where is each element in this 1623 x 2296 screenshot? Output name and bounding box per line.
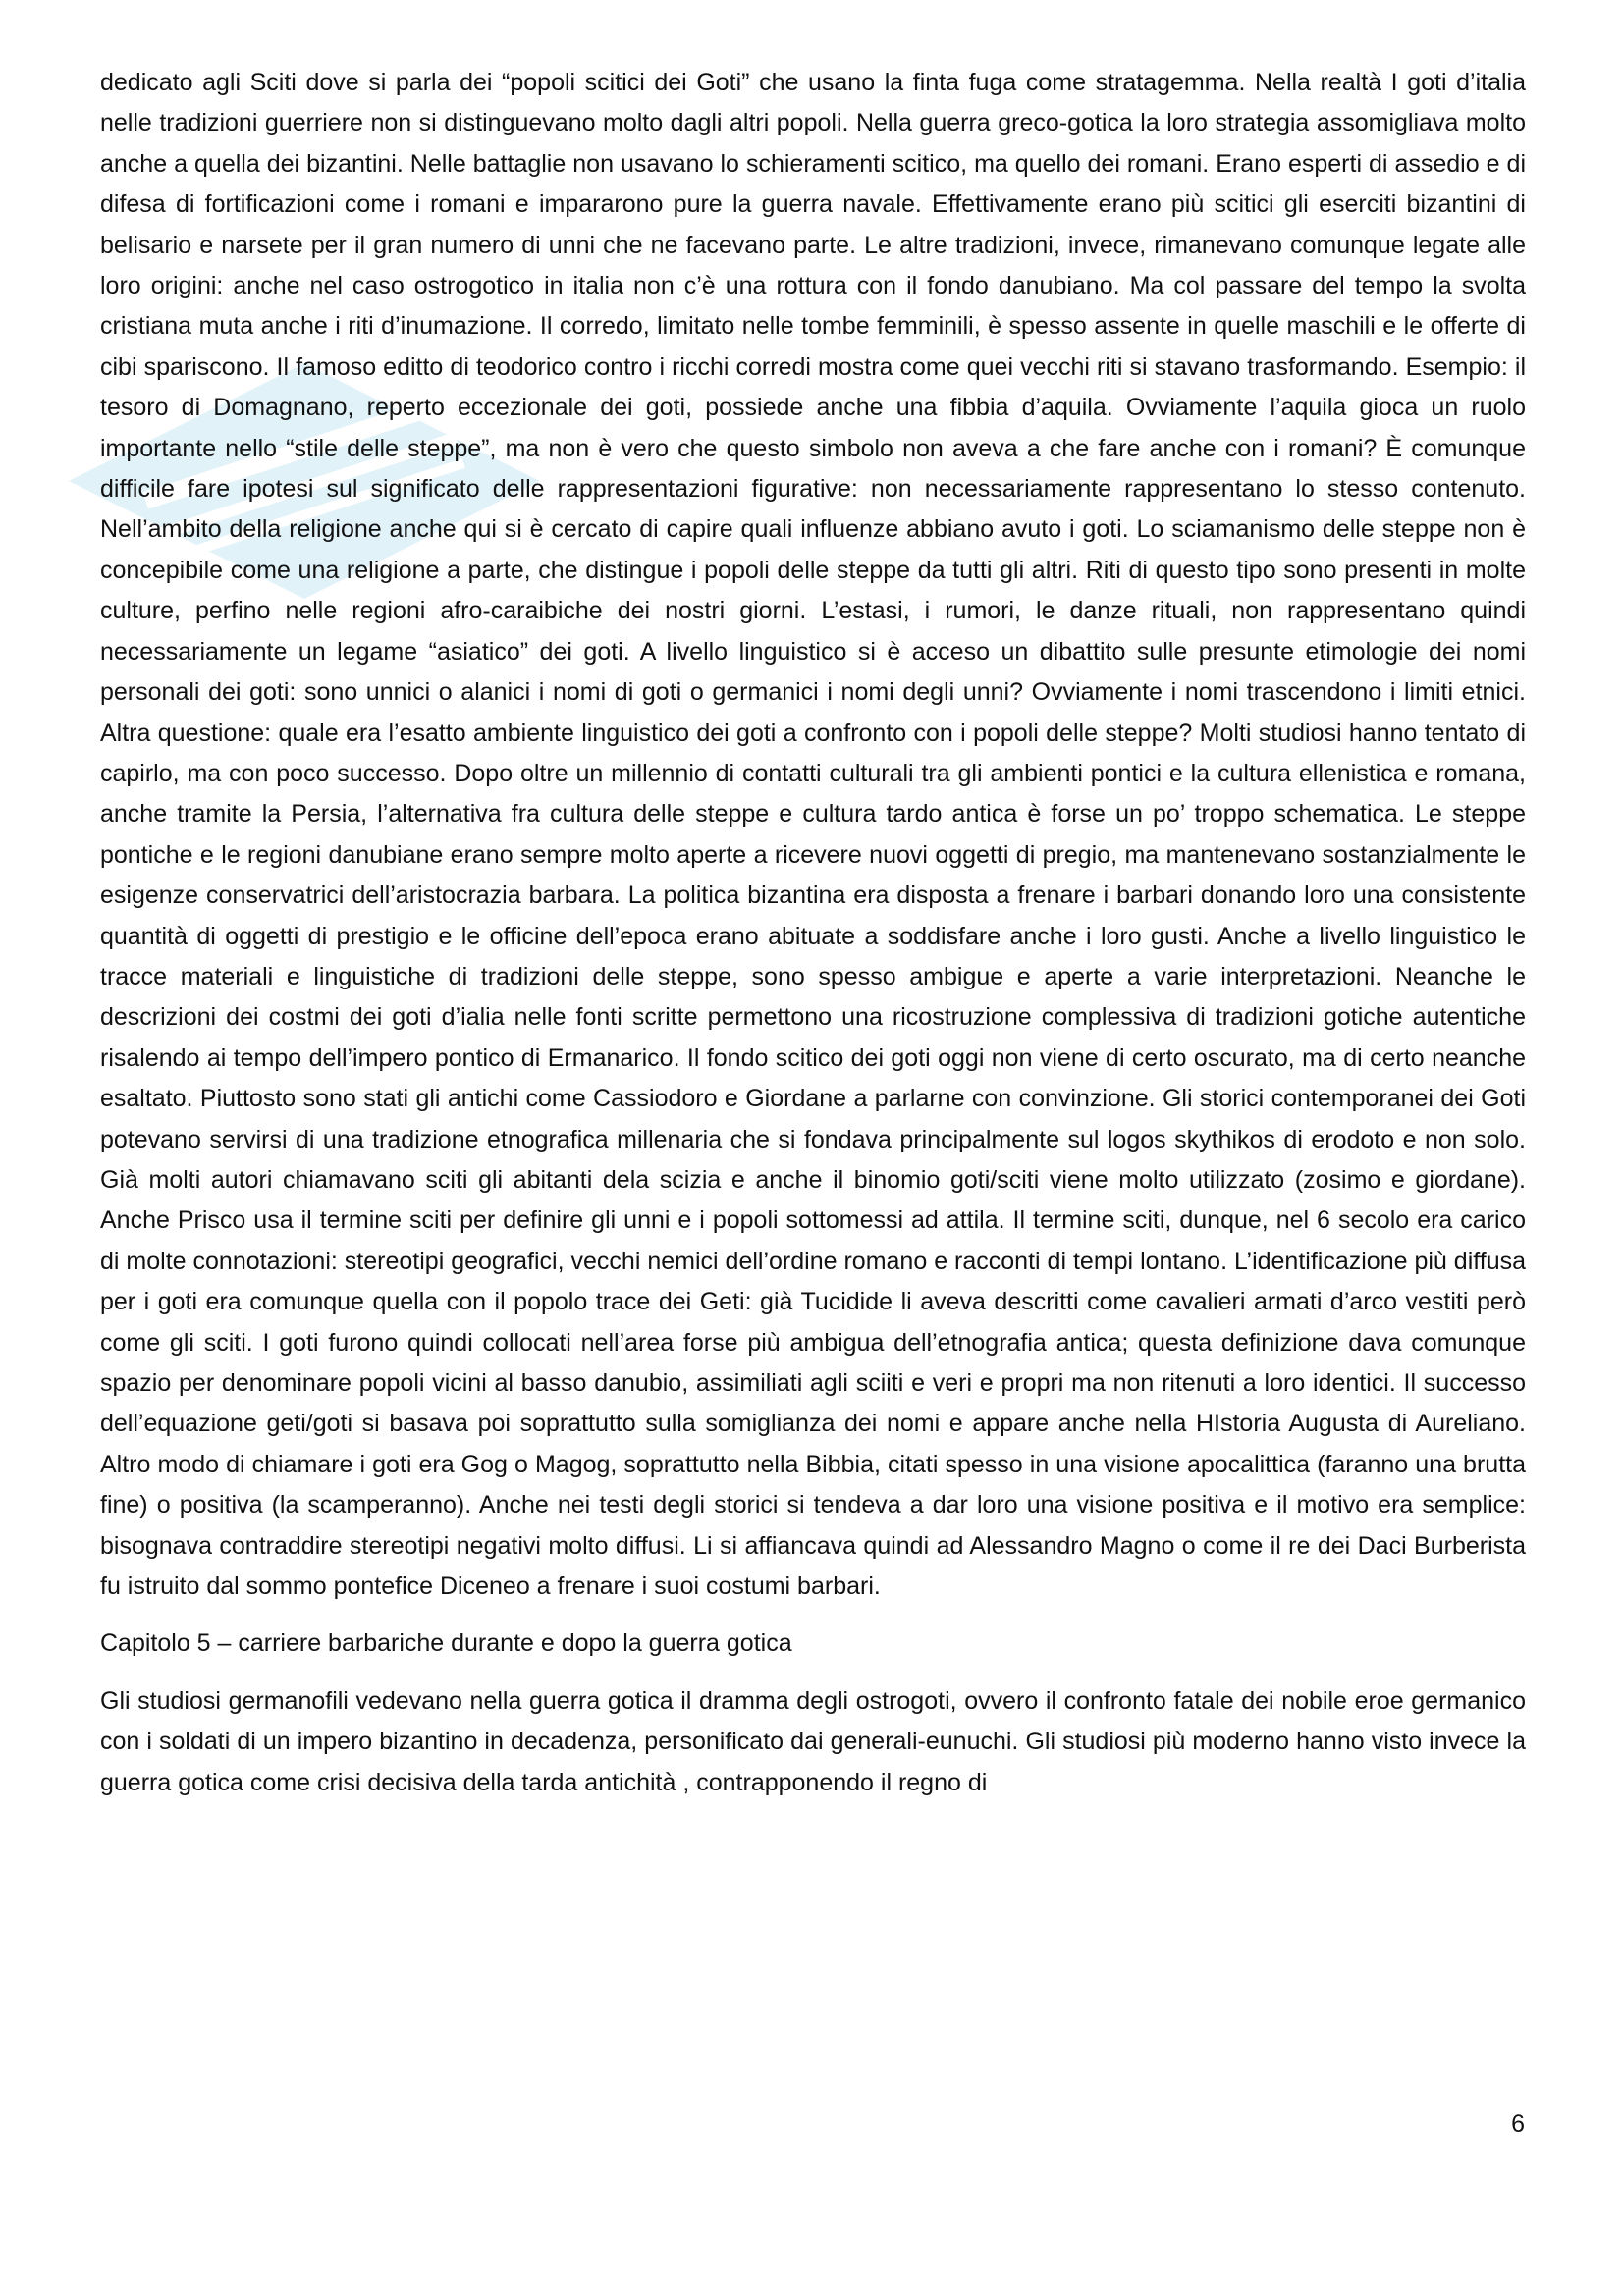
page-number: 6 [1511,2110,1525,2138]
chapter-heading: Capitolo 5 – carriere barbariche durante e dopo la guerra gotica [100,1629,792,1658]
chapter-paragraph: Gli studiosi germanofili vedevano nella guerra gotica il dramma degli ostrogoti, ovvero il confronto fatale dei nobile eroe germanico con i soldati di un impero bizantino in decadenza, personificato dai generali-eunuchi. Gli studiosi più moderno hanno visto invece la guerra gotica come crisi decisiva della tarda antichità , contrapponendo il regno di [100,1686,1526,1796]
document-body [100,63,1526,1803]
body-paragraph: dedicato agli Sciti dove si parla dei “popoli scitici dei Goti” che usano la finta fuga come stratagemma. Nella realtà I goti d’italia nelle tradizioni guerriere non si distinguevano molto dagli altri popoli. Nella guerra greco-gotica la loro strategia assomigliava molto anche a quella dei bizantini. Nelle battaglie non usavano lo schieramenti scitico, ma quello dei romani. Erano esperti di assedio e di difesa di fortificazioni come i romani e impararono pure la guerra navale. Effettivamente erano più scitici gli eserciti bizantini di belisario e narsete per il gran numero di unni che ne facevano parte. Le altre tradizioni, invece, rimanevano comunque legate alle loro origini: anche nel caso ostrogotico in italia non c’è una rottura con il fondo danubiano. Ma col passare del tempo la svolta cristiana muta anche i riti d’inumazione. Il corredo, limitato nelle tombe femminili, è spesso assente in quelle maschili e le offerte di cibi spariscono. Il famoso editto di teodorico contro i ricchi corredi mostra come quei vecchi riti si stavano trasformando. Esempio: il tesoro di Domagnano, reperto eccezionale dei goti, possiede anche una fibbia d’aquila. Ovviamente l’aquila gioca un ruolo importante nello “stile delle steppe”, ma non è vero che questo simbolo non aveva a che fare anche con i romani? È comunque difficile fare ipotesi sul significato delle rappresentazioni figurative: non necessariamente rappresentano lo stesso contenuto. Nell’ambito della religione anche qui si è cercato di capire quali influenze abbiano avuto i goti. Lo sciamanismo delle steppe non è concepibile come una religione a parte, che distingue i popoli delle steppe da tutti gli altri. Riti di questo tipo sono presenti in molte culture, perfino nelle regioni afro-caraibiche dei nostri giorni. L’estasi, i rumori, le danze rituali, non rappresentano quindi necessariamente un legame “asiatico” dei goti. A livello linguistico si è acceso un dibattito sulle presunte etimologie dei nomi personali dei goti: sono unnici o alanici i nomi di goti o germanici i nomi degli unni? Ovviamente i nomi trascendono i limiti etnici. Altra questione: quale era l’esatto ambiente linguistico dei goti a confronto con i popoli delle steppe? Molti studiosi hanno tentato di capirlo, ma con poco successo. Dopo oltre un millennio di contatti culturali tra gli ambienti pontici e la cultura ellenistica e romana, anche tramite la Persia, l’alternativa fra cultura delle steppe e cultura tardo antica è forse un po’ troppo schematica. Le steppe pontiche e le regioni danubiane erano sempre molto aperte a ricevere nuovi oggetti di pregio, ma mantenevano sostanzialmente le esigenze conservatrici dell’aristocrazia barbara. La politica bizantina era disposta a frenare i barbari donando loro una consistente quantità di oggetti di prestigio e le officine dell’epoca erano abituate a soddisfare anche i loro gusti. Anche a livello linguistico le tracce materiali e linguistiche di tradizioni delle steppe, sono spesso ambigue e aperte a varie interpretazioni. Neanche le descrizioni dei costmi dei goti d’ialia nelle fonti scritte permettono una ricostruzione complessiva di tradizioni gotiche autentiche risalendo ai tempo dell’impero pontico di Ermanarico. Il fondo scitico dei goti oggi non viene di certo oscurato, ma di certo neanche esaltato. Piuttosto sono stati gli antichi come Cassiodoro e Giordane a parlarne con convinzione. Gli storici contemporanei dei Goti potevano servirsi di una tradizione etnografica millenaria che si fondava principalmente sul logos skythikos di erodoto e non solo. Già molti autori chiamavano sciti gli abitanti dela scizia e anche il binomio goti/sciti viene molto utilizzato (zosimo e giordane). Anche Prisco usa il termine sciti per definire gli unni e i popoli sottomessi ad attila. Il termine sciti, dunque, nel 6 secolo era carico di molte connotazioni: stereotipi geografici, vecchi nemici dell’ordine romano e racconti di tempi lontano. L’identificazione più diffusa per i goti era comunque quella con il popolo trace dei Geti: già Tucidide li aveva descritti come cavalieri armati d’arco vestiti però come gli sciti. I goti furono quindi collocati nell’area forse più ambigua dell’etnografia antica; questa definizione dava comunque spazio per denominare popoli vicini al basso danubio, assimiliati agli sciiti e veri e propri ma non ritenuti a loro identici. Il successo dell’equazione geti/goti si basava poi soprattutto sulla somiglianza dei nomi e appare anche nella HIstoria Augusta di Aureliano. Altro modo di chiamare i goti era Gog o Magog, soprattutto nella Bibbia, citati spesso in una visione apocalittica (faranno una brutta fine) o positiva (la scamperanno). Anche nei testi degli storici si tendeva a dar loro una visione positiva e il motivo era semplice: bisognava contraddire stereotipi negativi molto diffusi. Li si affiancava quindi ad Alessandro Magno o come il re dei Daci Burberista fu istruito dal sommo pontefice Diceneo a frenare i suoi costumi barbari. [100,69,1526,1601]
